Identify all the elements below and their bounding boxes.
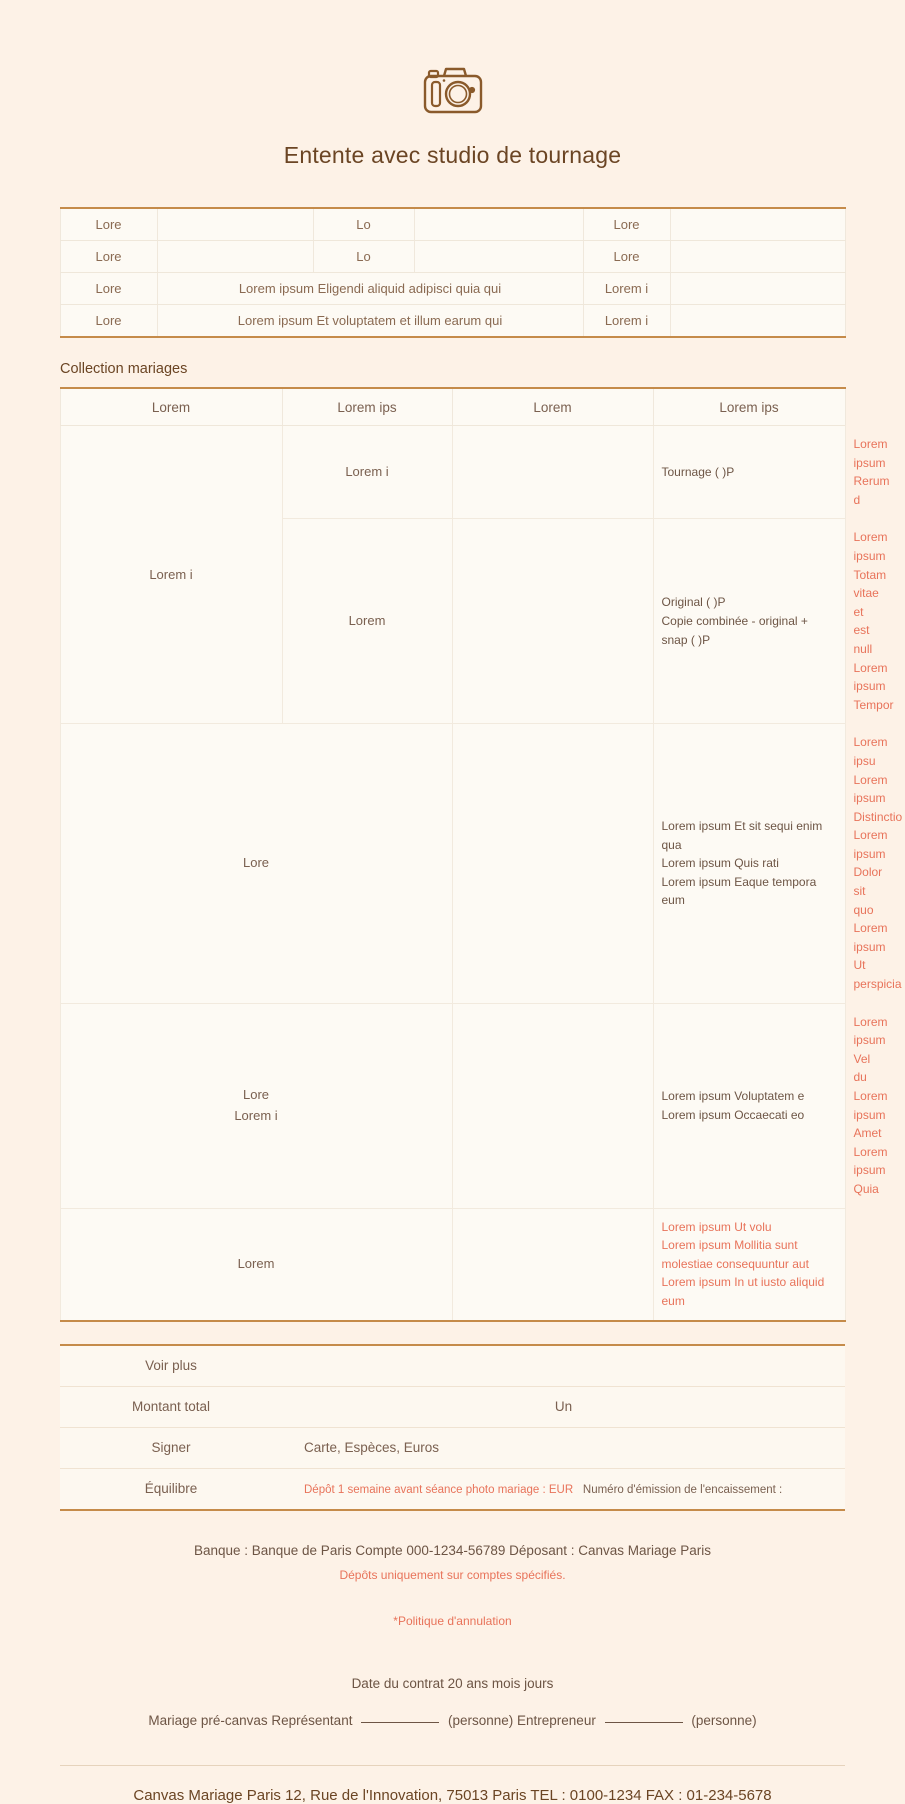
summary-value[interactable]	[282, 1345, 845, 1387]
row-detail	[653, 519, 845, 724]
detail-line: Lorem ipsum Occaecati eo	[661, 1107, 805, 1122]
info-description: Lorem ipsum Et voluptatem et illum earum qui	[157, 305, 583, 338]
row-sublabel: Lorem i	[282, 426, 452, 519]
detail-line: Lorem ipsum Eaque tempora eum	[661, 874, 817, 908]
summary-key: Montant total	[60, 1386, 282, 1427]
row-blank[interactable]	[452, 519, 653, 724]
document-header	[0, 0, 905, 169]
detail-line: Original ( )P	[661, 595, 726, 610]
row-detail	[653, 1003, 845, 1208]
summary-value-deposit: Dépôt 1 semaine avant séance photo mariage : EUR	[304, 1484, 574, 1497]
table-row	[60, 1386, 845, 1427]
row-label	[60, 1003, 452, 1208]
info-table-wrapper	[0, 207, 905, 338]
table-row	[60, 1468, 845, 1510]
column-header: Lorem	[452, 388, 653, 426]
cancellation-policy: *Politique d'annulation	[393, 1613, 512, 1628]
info-blank[interactable]	[670, 273, 845, 305]
row-label: Lorem	[60, 1208, 452, 1320]
info-value: Lo	[313, 208, 414, 241]
detail-line: Lorem ipsum Quis rati	[661, 856, 779, 871]
document-footer	[60, 1543, 845, 1728]
page-title: Entente avec studio de tournage	[283, 142, 622, 168]
camera-icon	[422, 62, 484, 120]
company-address: Canvas Mariage Paris 12, Rue de l'Innovation, 75013 Paris TEL : 0100-1234 FAX : 01-234-5678	[133, 1786, 772, 1804]
info-blank[interactable]	[670, 241, 845, 273]
info-value: Lorem i	[583, 273, 670, 305]
table-row	[60, 208, 845, 241]
table-row	[60, 1345, 845, 1387]
row-group-label: Lorem i	[60, 426, 282, 724]
table-row	[60, 241, 845, 273]
info-label: Lore	[60, 305, 157, 338]
column-header: Lorem	[60, 388, 282, 426]
bank-details: Banque : Banque de Paris Compte 000-1234-56789 Déposant : Canvas Mariage Paris	[193, 1542, 712, 1558]
signature-blank-contractor[interactable]	[605, 1711, 683, 1723]
signature-line	[60, 1711, 845, 1728]
summary-value-issue: Numéro d'émission de l'encaissement :	[582, 1484, 783, 1497]
table-row: Lorem Original ( )P Copie combinée - original + snap ( )P Lorem ipsum Totam vitae et est null Lorem ipsum Tempor	[60, 519, 845, 724]
summary-value: Un	[282, 1386, 845, 1427]
summary-key: Voir plus	[60, 1345, 282, 1387]
info-label: Lore	[60, 273, 157, 305]
info-blank[interactable]	[670, 208, 845, 241]
info-blank[interactable]	[414, 208, 583, 241]
column-header: Lorem ips	[653, 388, 845, 426]
info-value: Lore	[583, 208, 670, 241]
row-blank[interactable]	[452, 1003, 653, 1208]
column-header: Lorem ips	[282, 388, 452, 426]
summary-value	[282, 1468, 845, 1510]
info-blank[interactable]	[157, 208, 313, 241]
info-label: Lore	[60, 208, 157, 241]
table-row	[60, 305, 845, 338]
detail-line: Copie combinée - original + snap ( )P	[661, 614, 808, 647]
section-title-collection: Collection mariages	[60, 361, 188, 377]
summary-table	[60, 1344, 845, 1511]
row-blank[interactable]	[452, 1208, 653, 1320]
signature-suffix: (personne)	[691, 1712, 757, 1728]
table-header-row	[60, 388, 845, 426]
table-row	[60, 1427, 845, 1468]
info-description: Lorem ipsum Eligendi aliquid adipisci quia qui	[157, 273, 583, 305]
row-label: Lore	[60, 724, 452, 1003]
row-detail	[653, 724, 845, 1003]
bank-note: Dépôts uniquement sur comptes spécifiés.	[339, 1567, 566, 1582]
row-label-line: Lore	[242, 1087, 270, 1103]
info-value: Lore	[583, 241, 670, 273]
row-detail: Tournage ( )P	[653, 426, 845, 519]
note-line: Lorem ipsum In ut iusto aliquid eum	[661, 1275, 825, 1308]
row-blank[interactable]	[452, 426, 653, 519]
collection-table	[60, 387, 903, 1322]
signature-blank-representative[interactable]	[361, 1711, 439, 1723]
signature-prefix: Mariage pré-canvas Représentant	[148, 1712, 353, 1728]
detail-line: Lorem ipsum Et sit sequi enim qua	[661, 818, 823, 852]
info-blank[interactable]	[157, 241, 313, 273]
info-value: Lo	[313, 241, 414, 273]
note-line: Lorem ipsum Mollitia sunt molestiae consequuntur aut	[661, 1238, 809, 1271]
row-blank[interactable]	[452, 724, 653, 1003]
summary-value: Carte, Espèces, Euros	[282, 1427, 845, 1468]
row-label-line: Lorem i	[234, 1107, 278, 1123]
signature-mid: (personne) Entrepreneur	[447, 1712, 596, 1728]
table-row: Lorem i Lorem i Tournage ( )P Lorem ipsum Rerum d	[60, 426, 845, 519]
row-note	[653, 1208, 845, 1320]
table-row: Lore Lorem ipsum Et sit sequi enim qua Lorem ipsum Quis rati Lorem ipsum Eaque tempora eum Lorem ipsu Lorem ipsum Distinctio Lorem ipsum Dolor sit quo Lorem ipsum Ut perspicia	[60, 724, 845, 1003]
info-blank[interactable]	[670, 305, 845, 338]
summary-key: Équilibre	[60, 1468, 282, 1510]
row-sublabel: Lorem	[282, 519, 452, 724]
detail-line: Lorem ipsum Voluptatem e	[661, 1089, 805, 1103]
table-row	[60, 273, 845, 305]
contract-date: Date du contrat 20 ans mois jours	[351, 1675, 554, 1691]
note-line: Lorem ipsum Ut volu	[661, 1219, 772, 1234]
info-blank[interactable]	[414, 241, 583, 273]
summary-key: Signer	[60, 1427, 282, 1468]
footer-divider	[60, 1765, 845, 1766]
info-table	[60, 207, 846, 338]
table-row	[60, 1208, 845, 1320]
info-label: Lore	[60, 241, 157, 273]
table-row: Lore Lorem i Lorem ipsum Voluptatem e Lorem ipsum Occaecati eo Lorem ipsum Vel du Lorem ipsum Amet Lorem ipsum Quia	[60, 1003, 845, 1208]
info-value: Lorem i	[583, 305, 670, 338]
